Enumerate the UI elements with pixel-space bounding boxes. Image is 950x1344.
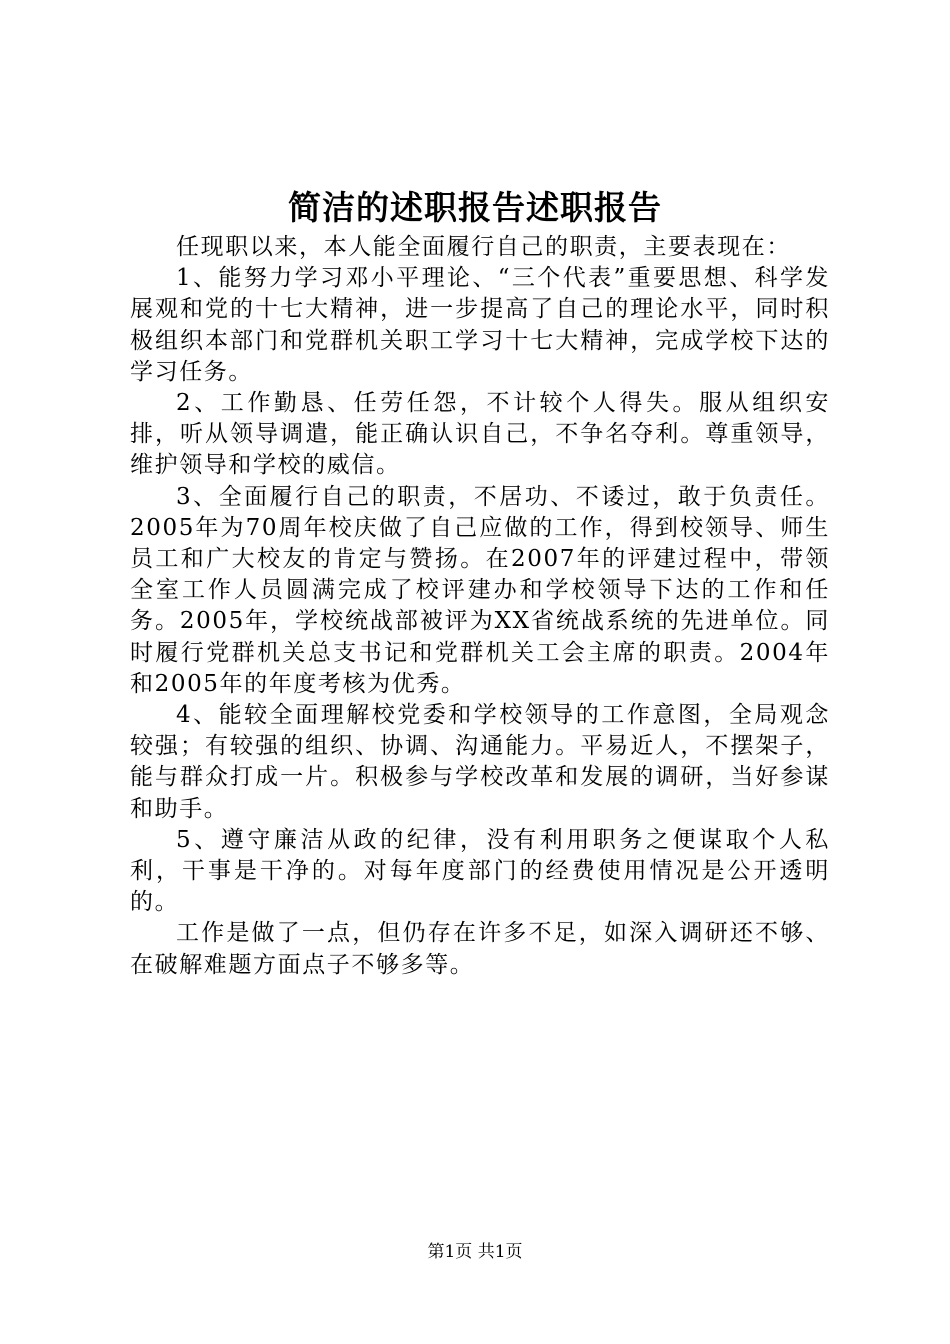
page-number: 第1页 共1页 [427,1242,523,1262]
paragraph-item-4: 4、能较全面理解校党委和学校领导的工作意图，全局观念较强；有较强的组织、协调、沟通能力。平易近人，不摆架子，能与群众打成一片。积极参与学校改革和发展的调研，当好参谋和助手。 [130,702,830,822]
paragraph-conclusion: 工作是做了一点，但仍存在许多不足，如深入调研还不够、在破解难题方面点子不够多等。 [130,920,830,978]
document-title: 简洁的述职报告述职报告 [288,188,662,227]
page-footer [0,1240,950,1264]
paragraph-item-2: 2、工作勤恳、任劳任怨，不计较个人得失。服从组织安排，听从领导调遣，能正确认识自己，不争名夺利。尊重领导，维护领导和学校的威信。 [130,390,830,479]
paragraph-intro: 任现职以来，本人能全面履行自己的职责，主要表现在： [176,234,791,260]
paragraph-item-1: 1、能努力学习邓小平理论、“三个代表”重要思想、科学发展观和党的十七大精神，进一步提高了自己的理论水平，同时积极组织本部门和党群机关职工学习十七大精神，完成学校下达的学习任务。 [130,265,830,385]
document-body [130,232,830,981]
paragraph-item-3: 3、全面履行自己的职责，不居功、不诿过，敢于负责任。2005年为70周年校庆做了自己应做的工作，得到校领导、师生员工和广大校友的肯定与赞扬。在2007年的评建过程中，带领全室工作人员圆满完成了校评建办和学校领导下达的工作和任务。2005年，学校统战部被评为XX省统战系统的先进单位。同时履行党群机关总支书记和党群机关工会主席的职责。2004年和2005年的年度考核为优秀。 [130,483,830,697]
paragraph-item-5: 5、遵守廉洁从政的纪律，没有利用职务之便谋取个人私利，干事是干净的。对每年度部门的经费使用情况是公开透明的。 [130,826,830,916]
